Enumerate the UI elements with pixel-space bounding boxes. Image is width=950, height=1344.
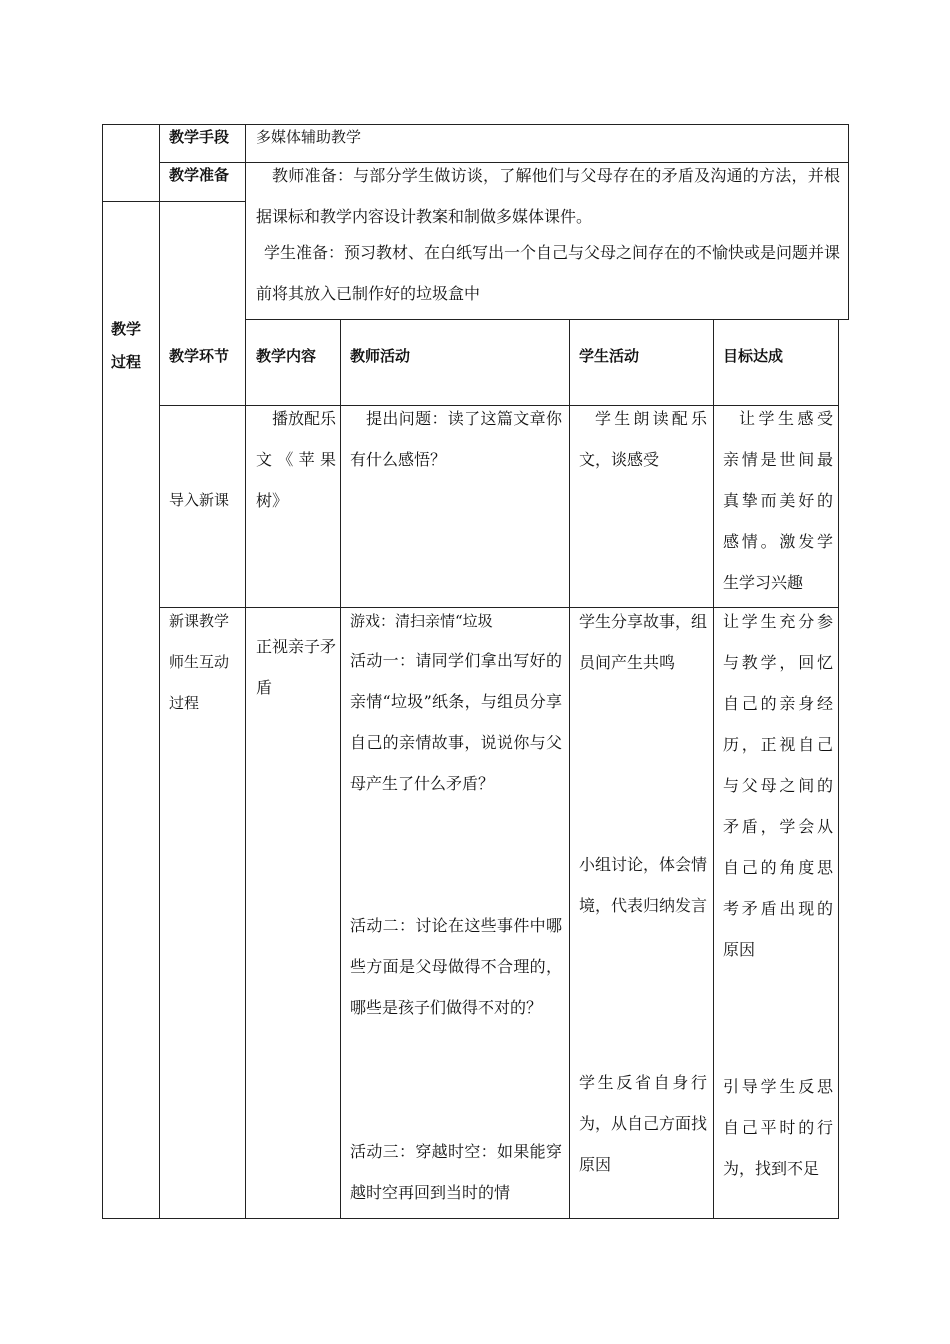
teaching-means-value: 多媒体辅助教学 bbox=[256, 128, 362, 146]
column-header-stage: 教学环节 bbox=[169, 347, 230, 365]
row-intro-goal: 让学生感受亲情是世间最真挚而美好的感情。激发学生学习兴趣 bbox=[723, 409, 833, 592]
row-intro-content: 播放配乐文《苹果树》 bbox=[256, 409, 337, 510]
process-label: 教学过程 bbox=[111, 320, 142, 371]
row-intro-teacher: 提出问题：读了这篇文章你有什么感悟？ bbox=[350, 409, 562, 469]
teacher-prep-text: 教师准备：与部分学生做访谈，了解他们与父母存在的矛盾及沟通的方法，并根据课标和教学内容设计教案和制做多媒体课件。 bbox=[256, 166, 840, 226]
row-new-teacher-game: 游戏：清扫亲情“垃圾 bbox=[350, 612, 493, 630]
row-new-student-3: 学生反省自身行为，从自己方面找原因 bbox=[579, 1073, 708, 1174]
teaching-prep-label: 教学准备 bbox=[169, 166, 230, 184]
student-prep-text: 学生准备：预习教材、在白纸写出一个自己与父母之间存在的不愉快或是问题并课前将其放入已制作好的垃圾盒中 bbox=[256, 243, 841, 303]
column-header-content: 教学内容 bbox=[256, 347, 317, 365]
row-new-goal-1: 让学生充分参与教学，回忆自己的亲身经历，正视自己与父母之间的矛盾，学会从自己的角度思考矛盾出现的原因 bbox=[723, 612, 833, 959]
row-new-stage: 新课教学师生互动过程 bbox=[169, 612, 230, 712]
row-new-content: 正视亲子矛盾 bbox=[256, 637, 337, 697]
row-new-student-2: 小组讨论，体会情境，代表归纳发言 bbox=[579, 855, 708, 915]
row-new-teacher-activity-3: 活动三：穿越时空：如果能穿越时空再回到当时的情 bbox=[350, 1142, 562, 1202]
column-header-goal: 目标达成 bbox=[723, 347, 784, 365]
column-header-teacher: 教师活动 bbox=[350, 347, 411, 365]
row-intro-student: 学生朗读配乐文，谈感受 bbox=[579, 409, 707, 469]
row-new-goal-2: 引导学生反思自己平时的行为，找到不足 bbox=[723, 1077, 833, 1178]
row-new-student-1: 学生分享故事，组员间产生共鸣 bbox=[579, 612, 708, 672]
row-new-teacher-activity-1: 活动一：请同学们拿出写好的亲情“垃圾”纸条，与组员分享自己的亲情故事，说说你与父母产生了什么矛盾？ bbox=[350, 651, 562, 793]
teaching-means-label: 教学手段 bbox=[169, 128, 230, 146]
row-new-teacher-activity-2: 活动二：讨论在这些事件中哪些方面是父母做得不合理的，哪些是孩子们做得不对的？ bbox=[350, 916, 562, 1017]
column-header-student: 学生活动 bbox=[579, 347, 640, 365]
row-intro-stage: 导入新课 bbox=[169, 491, 230, 509]
